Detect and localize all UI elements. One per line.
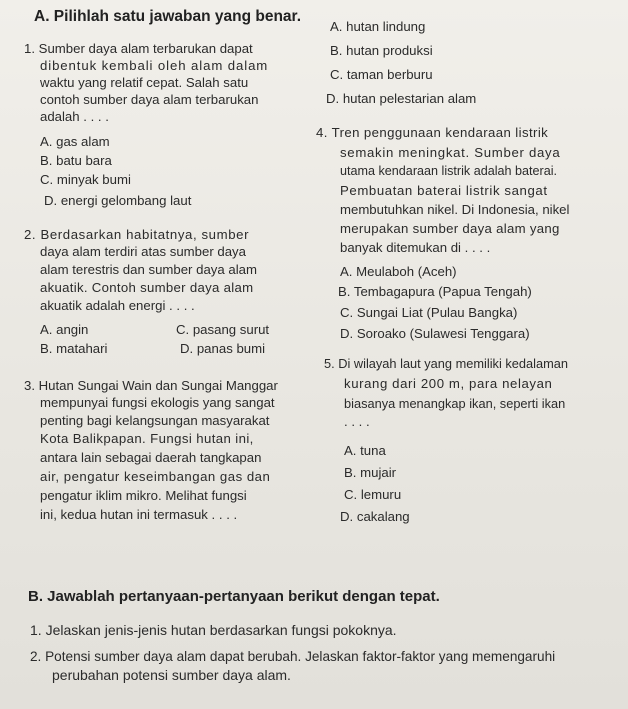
q4-option-c[interactable]: C. Sungai Liat (Pulau Bangka) [340,305,518,320]
q4-line-3: utama kendaraan listrik adalah baterai. [340,164,558,178]
q1-line-3: waktu yang relatif cepat. Salah satu [40,75,249,90]
q3-line-1: 3. Hutan Sungai Wain dan Sungai Manggar [24,378,278,393]
q4-option-a[interactable]: A. Meulaboh (Aceh) [340,264,457,279]
q1-line-5: adalah . . . . [40,109,109,124]
q5-option-a[interactable]: A. tuna [344,443,386,458]
q3-line-3: penting bagi kelangsungan masyarakat [40,413,270,428]
q3-option-b[interactable]: B. hutan produksi [330,43,433,58]
q2-option-c[interactable]: C. pasang surut [176,322,270,337]
q1-line-1: 1. Sumber daya alam terbarukan dapat [24,41,253,56]
essay-question-2-line-2: perubahan potensi sumber daya alam. [52,667,291,683]
q4-line-5: membutuhkan nikel. Di Indonesia, nikel [340,202,570,217]
section-b-title: B. Jawablah pertanyaan-pertanyaan berikut dengan tepat. [28,588,440,605]
q4-line-4: Pembuatan baterai listrik sangat [340,183,548,198]
q3-line-8: ini, kedua hutan ini termasuk . . . . [40,507,238,522]
q4-line-2: semakin meningkat. Sumber daya [340,145,561,160]
q2-line-4: akuatik. Contoh sumber daya alam [40,280,254,295]
q1-option-b[interactable]: B. batu bara [40,153,112,168]
q3-line-4: Kota Balikpapan. Fungsi hutan ini, [40,431,254,446]
q4-option-b[interactable]: B. Tembagapura (Papua Tengah) [338,284,532,299]
q4-line-7: banyak ditemukan di . . . . [340,240,491,255]
q2-option-d[interactable]: D. panas bumi [180,341,266,356]
q1-option-c[interactable]: C. minyak bumi [40,172,131,187]
q5-line-4: . . . . [344,414,370,429]
q5-line-1: 5. Di wilayah laut yang memiliki kedalaman [324,356,568,371]
q4-option-d[interactable]: D. Soroako (Sulawesi Tenggara) [340,326,530,341]
q3-option-d[interactable]: D. hutan pelestarian alam [326,91,477,106]
q3-line-2: mempunyai fungsi ekologis yang sangat [40,395,275,410]
q5-option-b[interactable]: B. mujair [344,465,397,480]
q3-line-5: antara lain sebagai daerah tangkapan [40,450,262,465]
q5-option-c[interactable]: C. lemuru [344,487,402,502]
q4-line-6: merupakan sumber daya alam yang [340,221,560,236]
essay-question-2-line-1: 2. Potensi sumber daya alam dapat berubah. Jelaskan faktor-faktor yang memengaruhi [30,649,556,664]
essay-question-1: 1. Jelaskan jenis-jenis hutan berdasarkan fungsi pokoknya. [30,622,397,638]
q3-option-a[interactable]: A. hutan lindung [330,19,426,34]
q4-line-1: 4. Tren penggunaan kendaraan listrik [316,125,549,140]
q1-option-a[interactable]: A. gas alam [40,134,110,149]
q1-line-4: contoh sumber daya alam terbarukan [40,92,259,107]
q2-line-3: alam terestris dan sumber daya alam [40,262,257,277]
q2-line-5: akuatik adalah energi . . . . [40,298,195,313]
q2-line-1: 2. Berdasarkan habitatnya, sumber [24,227,250,242]
q2-option-a[interactable]: A. angin [40,322,89,337]
q5-line-3: biasanya menangkap ikan, seperti ikan [344,396,566,411]
q5-line-2: kurang dari 200 m, para nelayan [344,376,553,391]
q2-line-2: daya alam terdiri atas sumber daya [40,244,246,259]
q3-option-c[interactable]: C. taman berburu [330,67,433,82]
q5-option-d[interactable]: D. cakalang [340,509,410,524]
q3-line-7: pengatur iklim mikro. Melihat fungsi [40,488,247,503]
q1-line-2: dibentuk kembali oleh alam dalam [40,58,269,73]
section-a-title: A. Pilihlah satu jawaban yang benar. [34,8,302,25]
q1-option-d[interactable]: D. energi gelombang laut [44,193,192,208]
q3-line-6: air, pengatur keseimbangan gas dan [40,469,271,484]
q2-option-b[interactable]: B. matahari [40,341,108,356]
